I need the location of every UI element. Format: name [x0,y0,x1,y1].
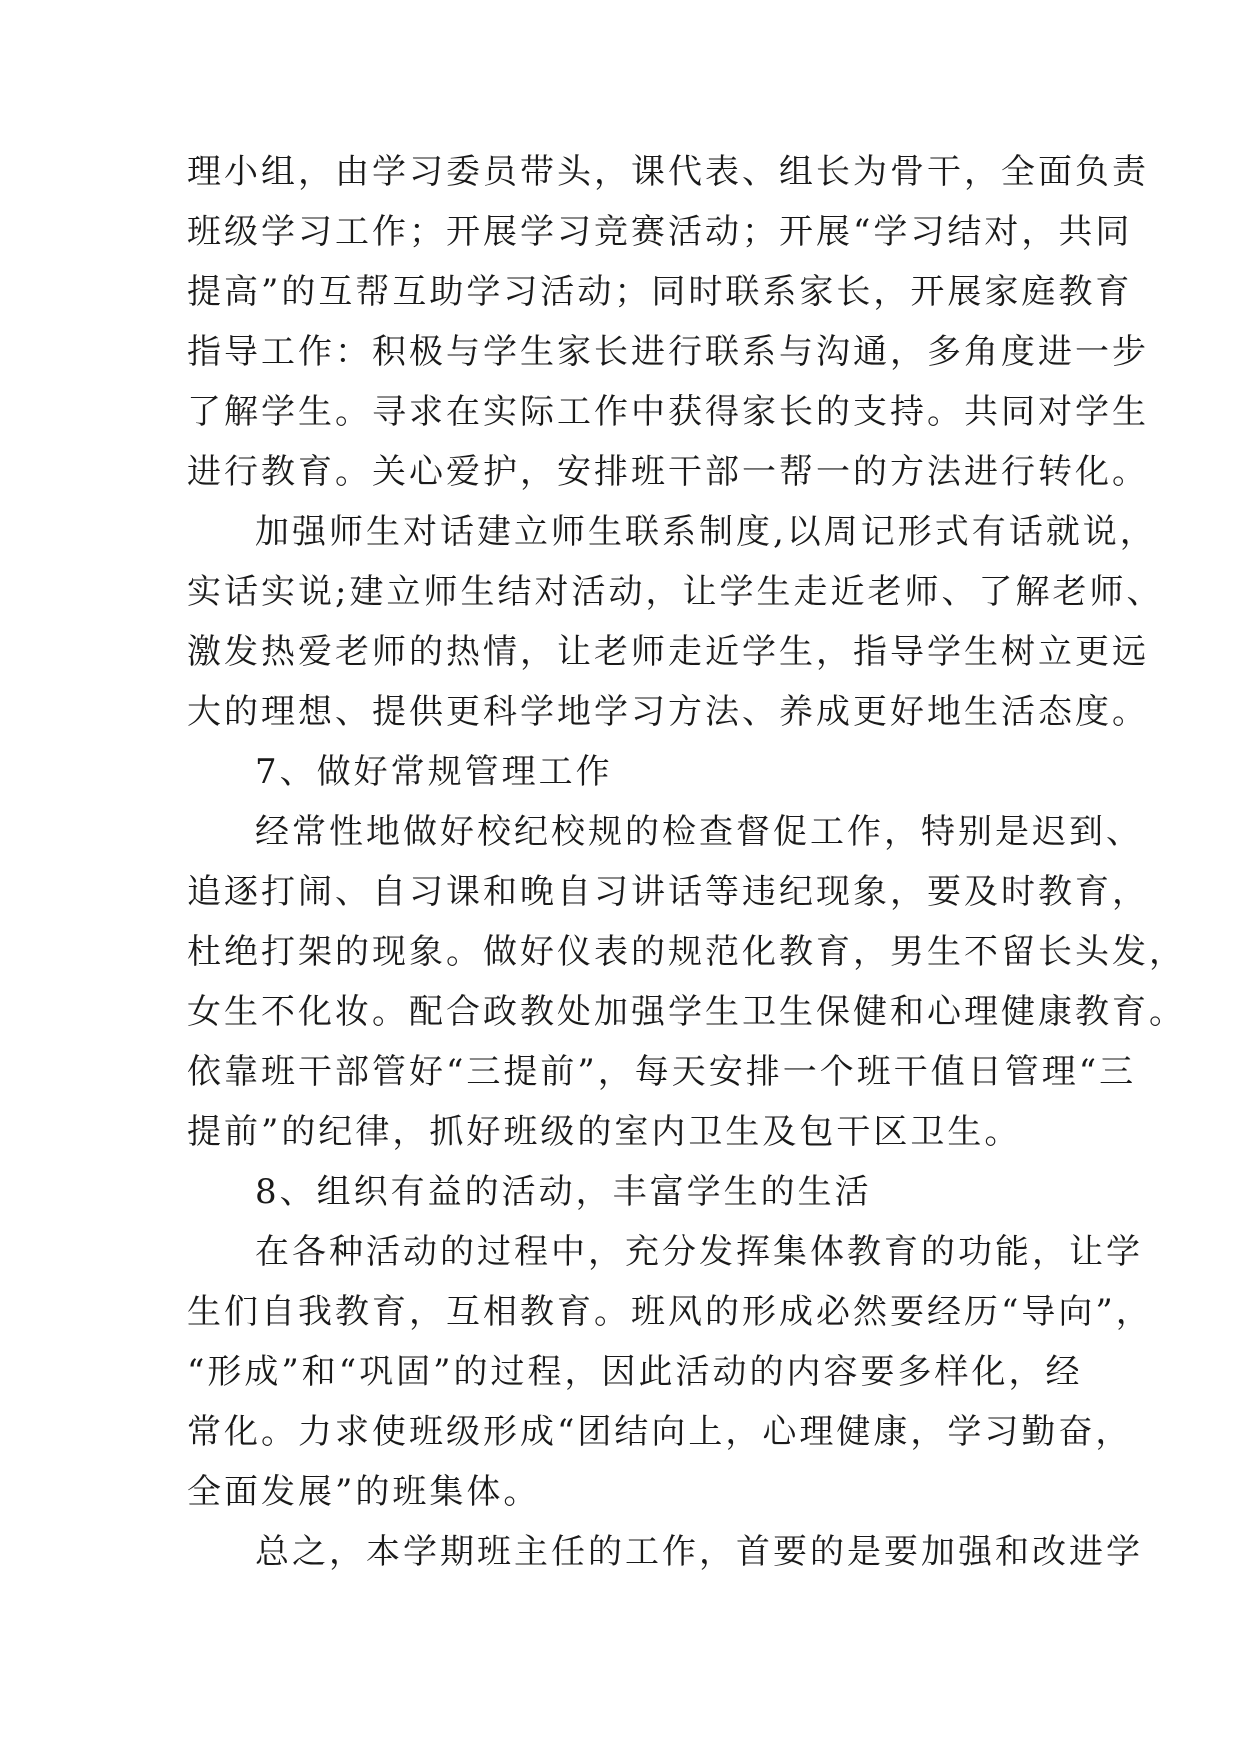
text-line: 指导工作：积极与学生家长进行联系与沟通，多角度进一步 [187,332,1149,372]
text-line: 班级学习工作；开展学习竞赛活动；开展“学习结对，共同 [187,212,1133,252]
text-line: 全面发展”的班集体。 [187,1472,541,1512]
text-line: 激发热爱老师的热情，让老师走近学生，指导学生树立更远 [187,632,1149,672]
text-line: 实话实说;建立师生结对活动，让学生走近老师、了解老师、 [187,572,1164,612]
text-line: 提前”的纪律，抓好班级的室内卫生及包干区卫生。 [187,1112,1022,1152]
text-line: 生们自我教育，互相教育。班风的形成必然要经历“导向”， [187,1292,1153,1332]
text-line: 依靠班干部管好“三提前”，每天安排一个班干值日管理“三 [187,1052,1137,1092]
text-line: 总之，本学期班主任的工作，首要的是要加强和改进学 [255,1532,1143,1572]
section-heading: 8、组织有益的活动，丰富学生的生活 [255,1172,872,1212]
text-line: 在各种活动的过程中，充分发挥集体教育的功能，让学 [255,1232,1143,1272]
text-line: 大的理想、提供更科学地学习方法、养成更好地生活态度。 [187,692,1149,732]
text-line: 进行教育。关心爱护，安排班干部一帮一的方法进行转化。 [187,452,1149,492]
text-line: 加强师生对话建立师生联系制度,以周记形式有话就说， [255,512,1157,552]
text-line: “形成”和“巩固”的过程，因此活动的内容要多样化，经 [187,1352,1083,1392]
text-line: 追逐打闹、自习课和晚自习讲话等违纪现象，要及时教育， [187,872,1149,912]
section-heading: 7、做好常规管理工作 [255,752,613,792]
text-line: 提高”的互帮互助学习活动；同时联系家长，开展家庭教育 [187,272,1133,312]
text-line: 女生不化妆。配合政教处加强学生卫生保健和心理健康教育。 [187,992,1186,1032]
text-line: 经常性地做好校纪校规的检查督促工作，特别是迟到、 [255,812,1143,852]
text-line: 常化。力求使班级形成“团结向上，心理健康，学习勤奋， [187,1412,1133,1452]
text-line: 了解学生。寻求在实际工作中获得家长的支持。共同对学生 [187,392,1149,432]
text-line: 理小组，由学习委员带头，课代表、组长为骨干，全面负责 [187,152,1149,192]
text-line: 杜绝打架的现象。做好仪表的规范化教育，男生不留长头发， [187,932,1186,972]
